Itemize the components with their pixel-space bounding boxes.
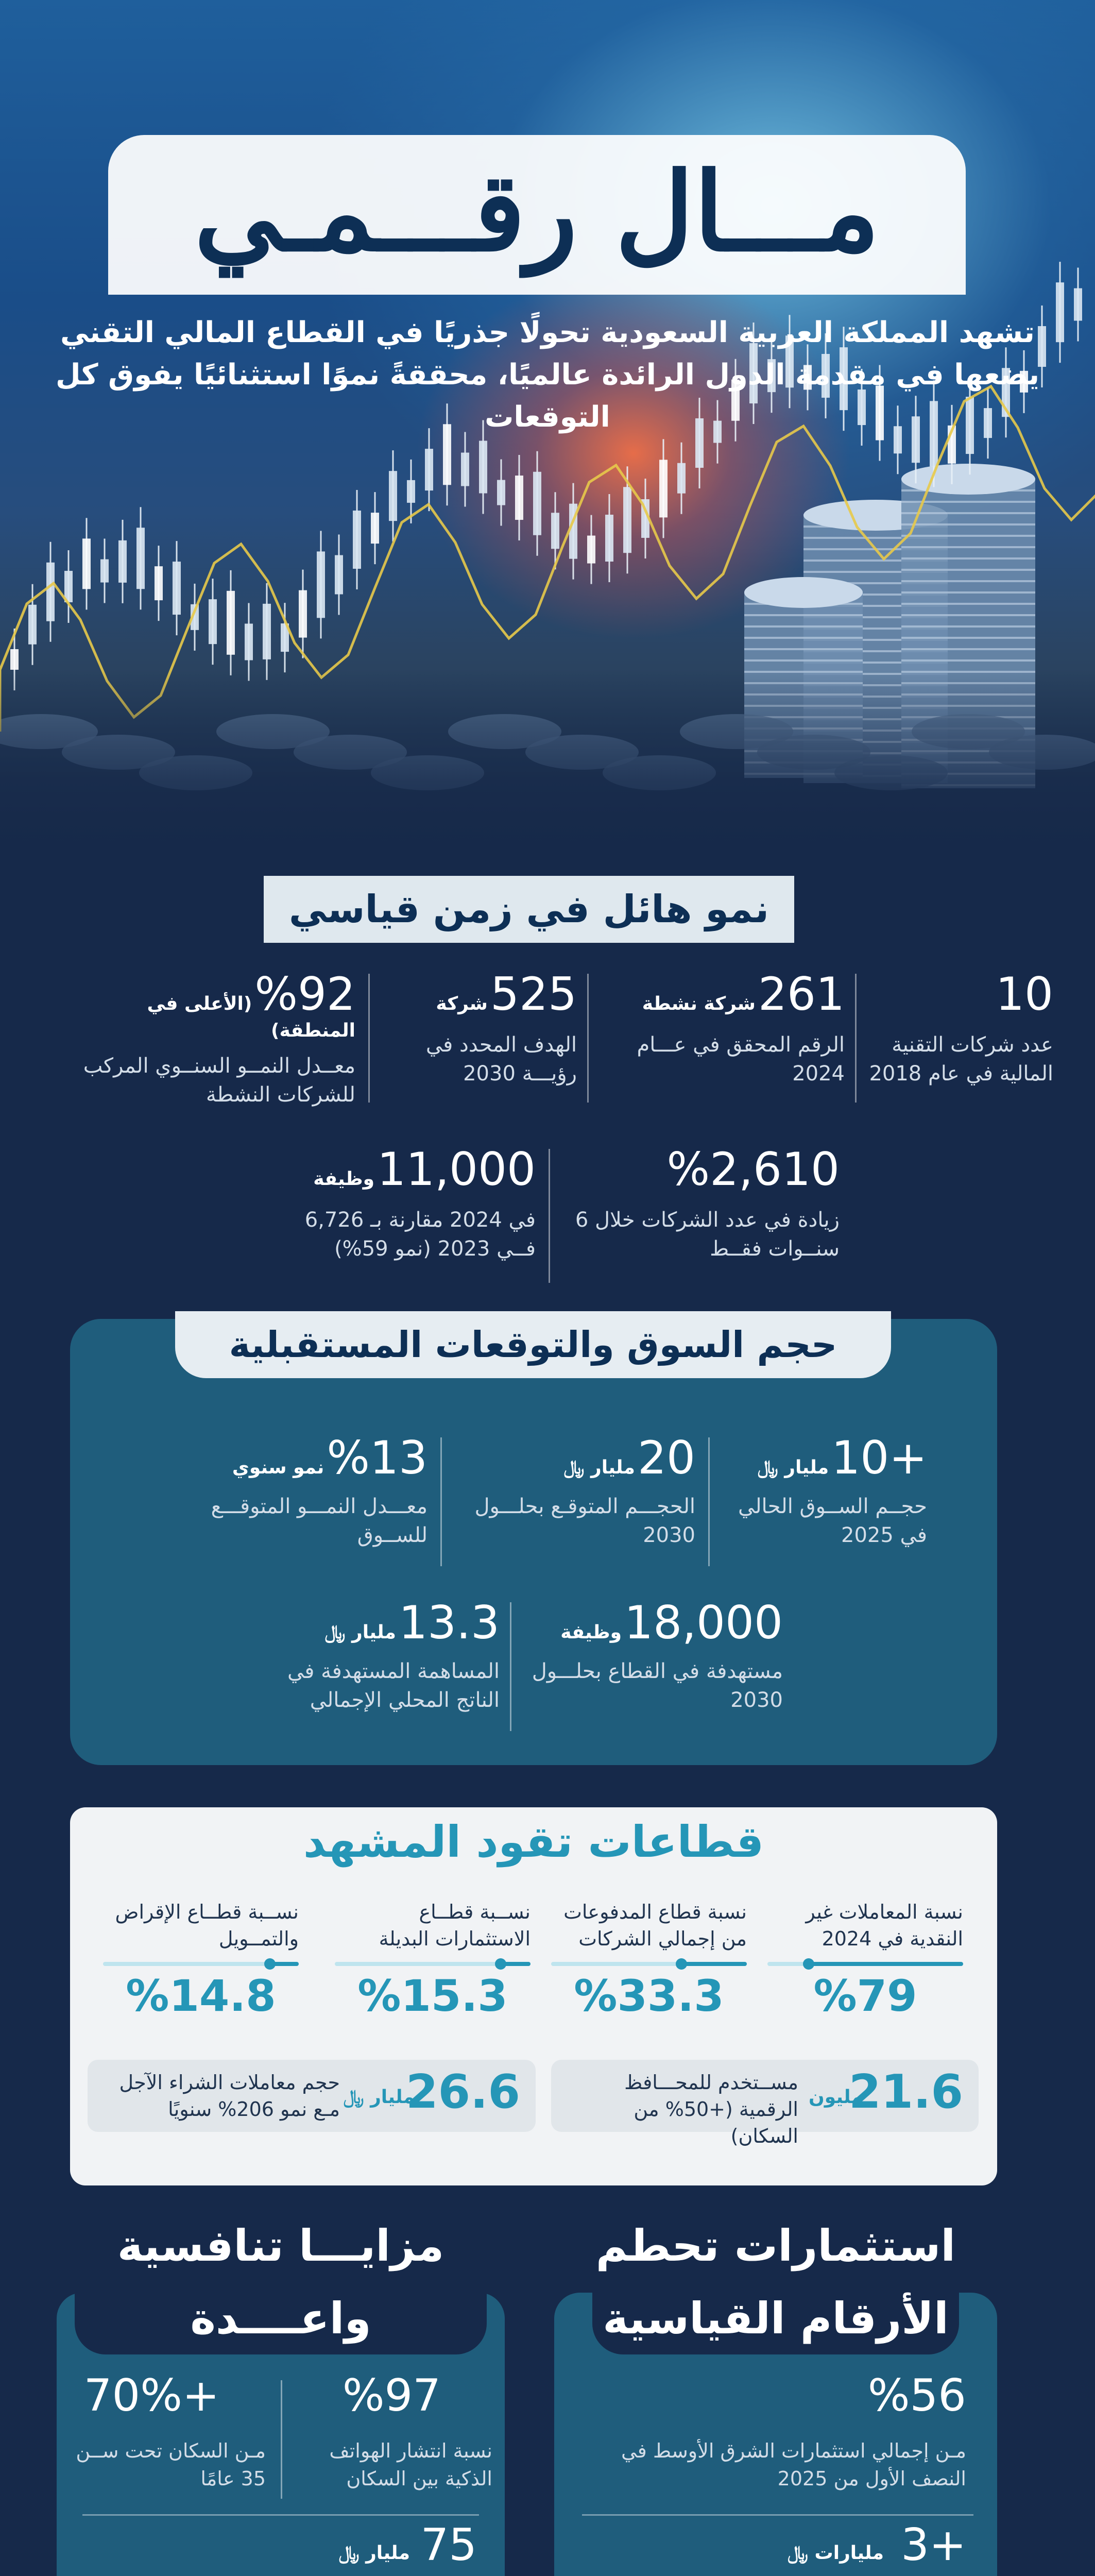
stat-unit: وظيفة	[313, 1168, 374, 1190]
sector-progress-knob	[803, 1958, 814, 1970]
advantages-title: مزايـــا تنافسية	[117, 2221, 444, 2271]
stat-cagr	[67, 969, 355, 1109]
candle-body	[677, 463, 686, 494]
candle-body	[209, 599, 217, 644]
divider	[82, 2514, 479, 2516]
stat-desc: حجــم الســوق الحالي في 2025	[738, 1495, 927, 1547]
card-unit: مليون	[809, 2087, 863, 2108]
stat-value: 525	[490, 968, 577, 1021]
sector-progress-bar	[335, 1962, 531, 1966]
candle-body	[317, 551, 325, 618]
candle-body	[82, 538, 91, 589]
stat-unit: شركة نشطة	[642, 993, 756, 1014]
sector-label: نســبة قطــاع الإقراض والتمــويل	[115, 1901, 299, 1950]
sector-value: %33.3	[574, 1971, 724, 2021]
candle-body	[587, 536, 595, 564]
card-value: 26.6	[405, 2065, 520, 2119]
candle-body	[389, 471, 397, 521]
stat-value: 11,000	[377, 1143, 536, 1196]
stat-unit: مليار ﷼	[757, 1457, 829, 1478]
candle-body	[46, 563, 55, 621]
candle-body	[497, 480, 505, 505]
sector-label: نسبة المعاملات غير النقدية في 2024	[806, 1901, 963, 1950]
card-desc: مســتخدم للمحـــافظ الرقمية (+50% من السكان)	[624, 2071, 798, 2147]
candle-body	[299, 590, 307, 638]
hero-banner	[0, 0, 1095, 855]
divider	[582, 2514, 973, 2516]
invest-value-1: %56	[867, 2370, 966, 2421]
candle-body	[173, 562, 181, 615]
stat-desc: مستهدفة في القطاع بحلـــول 2030	[532, 1659, 783, 1712]
stat-value: 261	[758, 968, 845, 1021]
divider	[708, 1437, 710, 1566]
candle-body	[263, 604, 271, 659]
stat-unit: وظيفة	[560, 1622, 622, 1643]
sector-progress-knob	[264, 1958, 276, 1970]
sector-label: نسبة قطاع المدفوعات من إجمالي الشركات	[563, 1901, 747, 1950]
stat-fintech-2018	[868, 969, 1053, 1088]
candle-body	[1056, 282, 1064, 342]
adv-desc-2: مـن السكان تحت ســن 35 عامًا	[76, 2439, 266, 2490]
adv-value-1: %97	[342, 2370, 441, 2421]
page-title: مـــال رقـــمـي	[194, 148, 880, 276]
sector-progress-fill	[681, 1962, 747, 1966]
divider	[510, 1602, 511, 1731]
candle-body	[136, 528, 145, 589]
candle-body	[100, 560, 109, 583]
growth-section-title: نمو هائل في زمن قياسي	[264, 876, 794, 943]
sector-value: %14.8	[126, 1971, 276, 2021]
sector-progress-bar	[103, 1962, 299, 1966]
stat-value: %2,610	[666, 1143, 840, 1196]
candle-body	[227, 591, 235, 655]
candle-body	[515, 476, 523, 520]
stat-market-gdp	[242, 1597, 500, 1715]
candle-body	[335, 555, 343, 595]
divider	[281, 2380, 282, 2499]
advantages-title-pill: واعــــدة	[75, 2287, 487, 2354]
sector-value: %79	[813, 1971, 917, 2021]
stat-target-2030	[381, 969, 577, 1088]
candle-body	[28, 605, 37, 645]
bnpl-card	[88, 2060, 536, 2132]
sector-progress-bar	[767, 1962, 963, 1966]
stat-desc: زيادة في عدد الشركات خلال 6 سنــوات فقــط	[575, 1208, 840, 1261]
adv-value-2: +70%	[83, 2370, 219, 2421]
adv-unit-3: مليار ﷼	[338, 2543, 410, 2564]
adv-value-3: 75	[420, 2519, 477, 2571]
candle-body	[407, 480, 415, 503]
candle-body	[155, 566, 163, 600]
stat-value: %13	[327, 1431, 427, 1484]
candle-body	[479, 440, 487, 493]
stat-desc: معـــدل النمـــو المتوقـــع للســوق	[211, 1495, 427, 1547]
candle-body	[551, 513, 559, 549]
candle-body	[605, 515, 613, 562]
investments-title-pill: الأرقام القياسية	[592, 2287, 959, 2354]
stat-desc: معــدل النمــو السنــوي المركب للشركات النشطة	[83, 1054, 355, 1107]
sector-progress-bar	[551, 1962, 747, 1966]
candle-body	[353, 511, 361, 569]
sector-progress-knob	[495, 1958, 506, 1970]
stat-value: 13.3	[399, 1596, 500, 1649]
title-panel	[108, 135, 966, 295]
card-unit: مليار ﷼	[343, 2087, 415, 2108]
invest-desc-1: مـن إجمالي استثمارات الشرق الأوسط في النصف الأول من 2025	[621, 2439, 966, 2490]
invest-unit-2: مليارات ﷼	[788, 2543, 884, 2564]
coin-top	[901, 464, 1035, 495]
stat-unit: مليار ﷼	[324, 1622, 396, 1643]
stat-desc: في 2024 مقارنة بـ 6,726 فــي 2023 (نمو 59%)	[304, 1208, 536, 1261]
candle-body	[371, 513, 379, 544]
card-desc: حجم معاملات الشراء الآجل مـع نمو 206% سنويًا	[119, 2071, 340, 2121]
market-section-title: حجم السوق والتوقعات المستقبلية	[175, 1311, 891, 1378]
candle-body	[425, 449, 433, 490]
divider	[549, 1149, 550, 1283]
stat-value: %92	[254, 968, 355, 1021]
stat-active-2024	[600, 969, 845, 1088]
sectors-section-title: قطاعات تقود المشهد	[303, 1817, 764, 1867]
candle-body	[1074, 288, 1082, 320]
stat-desc: عدد شركات التقنية المالية في عام 2018	[869, 1033, 1053, 1086]
stat-desc: المساهمة المستهدفة في الناتج المحلي الإجمالي	[287, 1659, 500, 1712]
adv-desc-1: نسبة انتشار الهواتف الذكية بين السكان	[329, 2439, 492, 2490]
stat-market-growth	[170, 1432, 427, 1550]
hero-fade	[0, 670, 1095, 855]
candle-body	[623, 487, 631, 553]
stat-unit: (الأعلى في المنطقة)	[147, 993, 355, 1041]
wallet-users-card	[551, 2060, 979, 2147]
stat-value: 20	[638, 1431, 695, 1484]
invest-value-2: +3	[901, 2519, 966, 2571]
candle-body	[461, 453, 469, 486]
divider	[587, 974, 589, 1103]
candle-body	[533, 472, 541, 535]
stat-unit: مليار ﷼	[563, 1457, 635, 1478]
sector-label: نســبة قطــاع الاستثمارات البديلة	[379, 1901, 531, 1950]
stat-unit: شركة	[436, 993, 488, 1014]
stat-desc: الهدف المحدد في رؤيـــة 2030	[425, 1033, 577, 1086]
card-value: 21.6	[848, 2065, 963, 2119]
stat-desc: الحجـــم المتوقـع بحلـــول 2030	[474, 1495, 695, 1547]
stat-desc: الرقم المحقق في عـــام 2024	[637, 1033, 845, 1086]
stat-market-expected	[453, 1432, 695, 1550]
stat-increase	[572, 1144, 840, 1263]
candle-body	[245, 623, 253, 660]
divider	[855, 974, 857, 1103]
divider	[440, 1437, 442, 1566]
stat-value: 10	[996, 968, 1053, 1021]
candle-body	[659, 460, 668, 517]
coin-top	[744, 577, 863, 608]
stat-value: +10	[831, 1431, 927, 1484]
stat-market-current	[721, 1432, 927, 1550]
hero-subtitle: تشهد المملكة العربية السعودية تحولًا جذريًا في القطاع المالي التقني يضعها في مقدمة الدول الرائدة عالميًا، محققةً نموًا استثنائيًا يفوق كل التوقعات	[55, 316, 1040, 434]
stat-jobs-2024	[278, 1144, 536, 1263]
investments-title: استثمارات تحطم	[595, 2221, 956, 2271]
divider	[368, 974, 370, 1103]
candle-body	[118, 540, 127, 583]
sector-progress-fill	[809, 1962, 963, 1966]
stat-value: 18,000	[624, 1596, 783, 1649]
sector-value: %15.3	[357, 1971, 508, 2021]
stat-market-jobs	[525, 1597, 783, 1715]
stat-unit: نمو سنوي	[232, 1457, 324, 1478]
candle-body	[10, 649, 19, 670]
